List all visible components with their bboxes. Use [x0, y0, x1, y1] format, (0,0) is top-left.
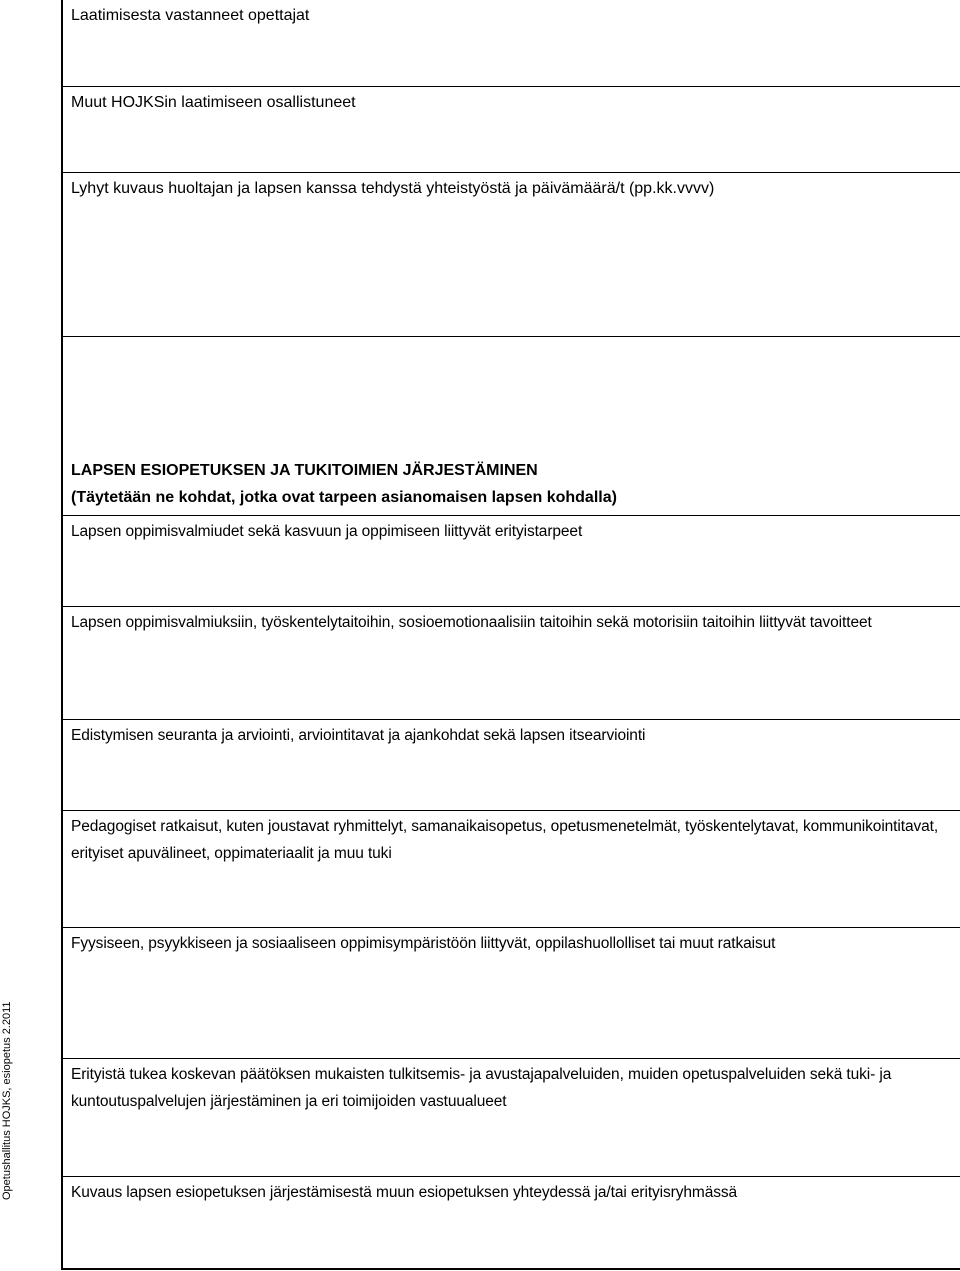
row-environment[interactable] [63, 927, 960, 1058]
row-label-teachers: Laatimisesta vastanneet opettajat [71, 7, 310, 24]
row-assessment[interactable] [63, 719, 960, 810]
row-label-others: Muut HOJKSin laatimiseen osallistuneet [71, 94, 356, 111]
row-teachers[interactable] [63, 0, 960, 86]
row-label-goals: Lapsen oppimisvalmiuksiin, työskentelytaitoihin, sosioemotionaalisiin taitoihin sekä motorisiin taitoihin liittyvät tavoitteet [71, 614, 872, 631]
row-cooperation[interactable] [63, 172, 960, 336]
section-heading-title: LAPSEN ESIOPETUKSEN JA TUKITOIMIEN JÄRJESTÄMINEN [71, 462, 538, 479]
row-label-environment: Fyysiseen, psyykkiseen ja sosiaaliseen oppimisympäristöön liittyvät, oppilashuollolliset tai muut ratkaisut [71, 935, 776, 952]
row-goals[interactable] [63, 606, 960, 719]
row-readiness[interactable] [63, 515, 960, 606]
row-pedagogical[interactable] [63, 810, 960, 927]
row-label-description: Kuvaus lapsen esiopetuksen järjestämisestä muun esiopetuksen yhteydessä ja/tai erityisryhmässä [71, 1184, 738, 1201]
row-label-pedagogical: Pedagogiset ratkaisut, kuten joustavat ryhmittelyt, samanaikaisopetus, opetusmenetelmät, työskentelytavat, kommunikointitavat, erityiset apuvälineet, oppimateriaalit ja muu tuki [71, 818, 939, 862]
row-label-cooperation: Lyhyt kuvaus huoltajan ja lapsen kanssa tehdystä yhteistyöstä ja päivämäärä/t (pp.kk.vvvv) [71, 180, 715, 197]
row-services[interactable] [63, 1058, 960, 1176]
row-label-services: Erityistä tukea koskevan päätöksen mukaisten tulkitsemis- ja avustajapalveluiden, muiden opetuspalveluiden sekä tuki- ja kuntoutuspalvelujen järjestäminen ja eri toimijoiden vastuualueet [71, 1066, 892, 1110]
hojks-form [61, 0, 960, 1270]
side-footer-note: Opetushallitus HOJKS, esiopetus 2.2011 [1, 1001, 13, 1200]
section-heading [71, 457, 952, 511]
row-label-readiness: Lapsen oppimisvalmiudet sekä kasvuun ja oppimiseen liittyvät erityistarpeet [71, 523, 583, 540]
section-heading-subtitle: (Täytetään ne kohdat, jotka ovat tarpeen asianomaisen lapsen kohdalla) [71, 489, 617, 506]
row-description[interactable] [63, 1176, 960, 1270]
row-others[interactable] [63, 86, 960, 172]
row-label-assessment: Edistymisen seuranta ja arviointi, arviointitavat ja ajankohdat sekä lapsen itsearviointi [71, 727, 646, 744]
row-arrangement-blank[interactable] [63, 336, 960, 515]
